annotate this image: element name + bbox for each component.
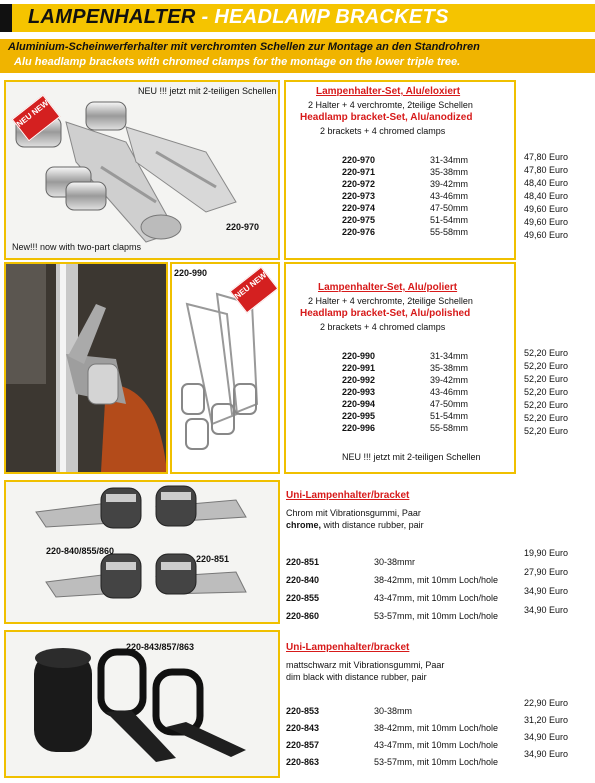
price: 34,90 Euro: [524, 749, 569, 759]
size-range: 51-54mm: [430, 215, 469, 225]
desc-de: 2 Halter + 4 verchromte, 2teilige Schellen: [308, 296, 473, 306]
price-column: [524, 698, 568, 766]
product-code: 220-973: [342, 191, 376, 201]
price: 52,20 Euro: [524, 426, 569, 436]
product-code: 220-990: [342, 351, 376, 361]
price: 52,20 Euro: [524, 400, 569, 410]
price: 22,90 Euro: [524, 698, 569, 708]
product-code: 220-991: [342, 363, 376, 373]
table-row: [342, 410, 468, 422]
size-table: [342, 154, 468, 238]
title: Uni-Lampenhalter/bracket: [286, 490, 410, 501]
info-box-220-990: [284, 262, 516, 474]
product-code: 220-855: [286, 593, 320, 603]
table-row: [286, 722, 498, 734]
size-range: 35-38mm: [430, 363, 469, 373]
table-row: [342, 178, 468, 190]
price-column: [524, 152, 568, 243]
desc-de: Chrom mit Vibrationsgummi, Paar: [286, 508, 421, 518]
product-photo-220-990: [170, 262, 280, 474]
size-table: [342, 350, 468, 434]
product-code-label: 220-970: [226, 222, 260, 232]
size-range: 39-42mm: [430, 179, 469, 189]
new-badge: NEU NEW: [12, 95, 61, 142]
product-photo-mounted: [4, 262, 168, 474]
table-row: [286, 592, 498, 604]
size-range: 30-38mmr: [374, 557, 416, 567]
price: 52,20 Euro: [524, 413, 569, 423]
size-range: 38-42mm, mit 10mm Loch/hole: [374, 575, 499, 585]
product-code: 220-863: [286, 757, 320, 767]
page-title: [28, 6, 449, 29]
subtitle-de: Aluminium-Scheinwerferhalter mit verchromten Schellen zur Montage an den Standrohren: [8, 41, 480, 53]
price: 34,90 Euro: [524, 586, 569, 596]
price: 47,80 Euro: [524, 152, 569, 162]
table-row: [286, 556, 498, 568]
price-column: [524, 548, 568, 624]
table-row: [342, 166, 468, 178]
desc-en: 2 brackets + 4 chromed clamps: [320, 322, 446, 332]
table-row: [342, 398, 468, 410]
table-row: [342, 386, 468, 398]
price: 27,90 Euro: [524, 567, 569, 577]
product-code: 220-996: [342, 423, 376, 433]
product-code: 220-972: [342, 179, 376, 189]
table-row: [342, 202, 468, 214]
product-code-label-b: 220-851: [196, 554, 230, 564]
table-row: [286, 756, 498, 768]
info-box-uni-chrome: [284, 480, 516, 624]
product-code: 220-840: [286, 575, 320, 585]
price: 49,60 Euro: [524, 204, 569, 214]
new-badge: NEU NEW: [230, 267, 279, 314]
title-en: Headlamp bracket-Set, Alu/polished: [300, 308, 471, 319]
price: 49,60 Euro: [524, 230, 569, 240]
table-row: [342, 190, 468, 202]
product-code: 220-994: [342, 399, 376, 409]
size-range: 53-57mm, mit 10mm Loch/hole: [374, 611, 499, 621]
size-range: 43-46mm: [430, 191, 469, 201]
size-range: 53-57mm, mit 10mm Loch/hole: [374, 757, 499, 767]
product-code: 220-860: [286, 611, 320, 621]
table-row: [342, 214, 468, 226]
price: 52,20 Euro: [524, 387, 569, 397]
product-code: 220-853: [286, 706, 320, 716]
size-range: 47-50mm: [430, 399, 469, 409]
price: 52,20 Euro: [524, 361, 569, 371]
info-box-uni-black: [284, 630, 516, 780]
product-code: 220-975: [342, 215, 376, 225]
subtitle-en: Alu headlamp brackets with chromed clamps for the montage on the lower triple tree.: [14, 56, 461, 68]
info-box-220-970: [284, 80, 516, 260]
product-code-label-a: 220-840/855/860: [46, 546, 115, 556]
desc-en: 2 brackets + 4 chromed clamps: [320, 126, 446, 136]
price: 48,40 Euro: [524, 178, 569, 188]
desc-en: dim black with distance rubber, pair: [286, 672, 427, 682]
size-range: 35-38mm: [430, 167, 469, 177]
size-range: 47-50mm: [430, 203, 469, 213]
price: 34,90 Euro: [524, 732, 569, 742]
note-bottom: New!!! now with two-part clapms: [12, 242, 142, 252]
size-table: [286, 550, 498, 628]
price: 52,20 Euro: [524, 374, 569, 384]
size-range: 43-46mm: [430, 387, 469, 397]
table-row: [286, 610, 498, 622]
header-accent: [0, 4, 12, 32]
title-de: Lampenhalter-Set, Alu/poliert: [318, 282, 458, 293]
product-code: 220-993: [342, 387, 376, 397]
motorcycle-fork-image: [6, 264, 166, 472]
size-range: 31-34mm: [430, 155, 469, 165]
product-code: 220-843: [286, 723, 320, 733]
price: 31,20 Euro: [524, 715, 569, 725]
table-row: [342, 350, 468, 362]
price-column: [524, 348, 568, 439]
table-row: [286, 574, 498, 586]
product-code: 220-970: [342, 155, 376, 165]
title-de: LAMPENHALTER: [28, 6, 196, 28]
product-code: 220-976: [342, 227, 376, 237]
note-top: NEU !!! jetzt mit 2-teiligen Schellen: [138, 86, 277, 96]
table-row: [342, 154, 468, 166]
table-row: [342, 422, 468, 434]
title: Uni-Lampenhalter/bracket: [286, 642, 410, 653]
product-code: 220-971: [342, 167, 376, 177]
black-bracket-image: [6, 632, 278, 776]
price: 49,60 Euro: [524, 217, 569, 227]
size-range: 43-47mm, mit 10mm Loch/hole: [374, 593, 499, 603]
product-code-label: 220-990: [174, 268, 208, 278]
product-photo-uni-chrome: [4, 480, 280, 624]
table-row: [286, 739, 498, 751]
table-row: [342, 374, 468, 386]
desc-de: mattschwarz mit Vibrationsgummi, Paar: [286, 660, 445, 670]
price: 48,40 Euro: [524, 191, 569, 201]
desc-en-rest: with distance rubber, pair: [323, 520, 424, 530]
product-code: 220-857: [286, 740, 320, 750]
table-row: [342, 226, 468, 238]
product-code: 220-995: [342, 411, 376, 421]
size-range: 38-42mm, mit 10mm Loch/hole: [374, 723, 499, 733]
size-table: [286, 700, 498, 773]
product-photo-220-970: [4, 80, 280, 260]
price: 34,90 Euro: [524, 605, 569, 615]
desc-de: 2 Halter + 4 verchromte, 2teilige Schellen: [308, 100, 473, 110]
size-range: 55-58mm: [430, 423, 469, 433]
title-de: Lampenhalter-Set, Alu/eloxiert: [316, 86, 461, 97]
size-range: 43-47mm, mit 10mm Loch/hole: [374, 740, 499, 750]
size-range: 39-42mm: [430, 375, 469, 385]
size-range: 31-34mm: [430, 351, 469, 361]
note: NEU !!! jetzt mit 2-teiligen Schellen: [342, 452, 481, 462]
product-code: 220-851: [286, 557, 320, 567]
size-range: 51-54mm: [430, 411, 469, 421]
product-photo-uni-black: [4, 630, 280, 778]
product-code: 220-992: [342, 375, 376, 385]
price: 47,80 Euro: [524, 165, 569, 175]
product-code-label: 220-843/857/863: [126, 642, 195, 652]
size-range: 30-38mm: [374, 706, 413, 716]
desc-en-bold: chrome,: [286, 520, 322, 530]
size-range: 55-58mm: [430, 227, 469, 237]
price: 19,90 Euro: [524, 548, 569, 558]
desc-en: [286, 520, 424, 530]
table-row: [342, 362, 468, 374]
title-separator: -: [201, 6, 209, 28]
price: 52,20 Euro: [524, 348, 569, 358]
product-code: 220-974: [342, 203, 376, 213]
table-row: [286, 705, 498, 717]
title-en: Headlamp bracket-Set, Alu/anodized: [300, 112, 473, 123]
title-en: HEADLAMP BRACKETS: [214, 6, 449, 28]
